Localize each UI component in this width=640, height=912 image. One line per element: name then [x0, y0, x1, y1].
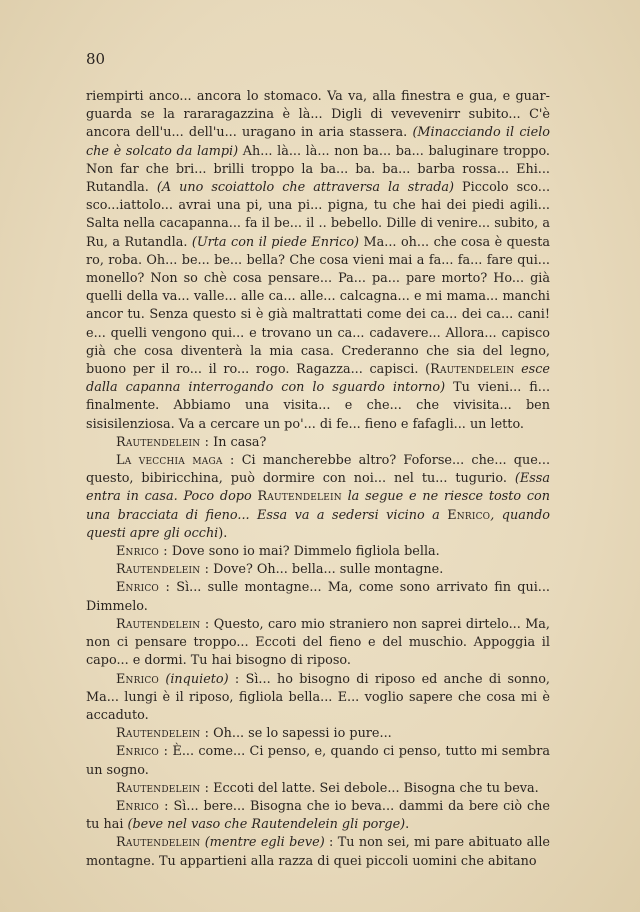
speaker-name: Rautendelein : [116, 780, 210, 796]
monologue-text: riempirti anco... ancora lo stomaco. Va va, alla finestra e gua, e guar-guarda se la rararagazzina è là... Digli di vevevenirr subito... C'è ancora dell'u... dell'u... uragano in aria stassera. [86, 89, 550, 141]
stage-direction: (inquieto) [159, 671, 229, 687]
punctuation: : [228, 671, 240, 687]
line-text: Dove sono io mai? Dimmelo figliola bella. [167, 544, 440, 560]
line-text: Dove? Oh... bella... sulle montagne. [209, 562, 444, 578]
speaker-name: Rautendelein : [116, 434, 210, 450]
line-text: Sì... sulle montagne... Ma, come sono arrivato fin qui... Dimmelo. [86, 580, 550, 614]
line-text: Questo, caro mio straniero non saprei dirtelo... Ma, non ci pensare troppo... Eccoti del fieno e del muschio. Appoggia il capo... e dormi. Tu hai bisogno di riposo. [86, 616, 550, 669]
speaker-name: Enrico : [116, 798, 169, 814]
stage-direction: (Minacciando il cielo che è solcato da lampi) [86, 125, 550, 159]
dialogue-line [86, 543, 550, 561]
body-text [86, 88, 550, 871]
punctuation: . [405, 817, 410, 833]
line-text: Ci mancherebbe altro? Foforse... che... que... questo, bibiricchina, può dormire con noi... nel tu... tugurio. [86, 453, 551, 487]
dialogue-line [86, 798, 550, 834]
dialogue-line [86, 434, 550, 452]
speaker-name: Enrico [116, 671, 160, 687]
dialogue-line [86, 743, 550, 779]
character-name: Rautendelein [430, 362, 515, 378]
page-number: 80 [86, 50, 106, 68]
speaker-name: Rautendelein : [116, 562, 210, 578]
stage-direction: esce dalla capanna interrogando con lo sguardo intorno) [86, 362, 550, 396]
line-text: In casa? [209, 434, 267, 450]
speaker-name: Enrico : [116, 580, 171, 596]
punctuation: : [324, 835, 334, 851]
dialogue-line [86, 616, 550, 671]
dialogue-line [86, 671, 550, 726]
line-text: Tu non sei, mi pare abituato alle montagne. Tu appartieni alla razza di quei piccoli uomini che abitano [86, 835, 550, 869]
dialogue-line [86, 561, 550, 579]
dialogue-line [86, 579, 550, 615]
speaker-name: Rautendelein : [116, 616, 210, 632]
line-text: Sì... ho bisogno di riposo ed anche di sonno, Ma... lungi è il riposo, figliola bella... E... voglio sapere che cosa mi è accaduto. [86, 671, 550, 723]
speaker-name: Enrico : [116, 744, 169, 760]
stage-direction: , quando questi apre gli occhi [86, 507, 550, 541]
monologue-text: Piccolo sco... sco...iattolo... avrai una pi, una pi... pigna, tu che hai dei piedi agili... Salta nella cacapanna... fa il be... il .. bebello. Dille di venire... subito, a Ru, a Rutandla. [86, 180, 551, 250]
dialogue-line [86, 452, 550, 543]
line-text: Sì... bere... Bisogna che io beva... dammi da bere ciò che tu hai [86, 798, 551, 833]
punctuation: ). [218, 525, 228, 541]
dialogue-line [86, 834, 550, 870]
speaker-name: Enrico : [116, 544, 168, 560]
character-name: Enrico [447, 507, 491, 523]
stage-direction: (A uno scoiattolo che attraversa la strada) [156, 180, 455, 196]
monologue-text: Ma... oh... che cosa è questa ro, roba. Oh... be... be... bella? Che cosa vieni mai a fa... fa... fare qui... monello? Non so chè cosa pensare... Pa... pa... pare morto? Ho... già quelli della va... valle... alle ca... alle... calcagna... e mi mama... manchi ancor tu. Senza questo si è già maltrattati come dei ca... dei ca... cani! e... quelli vengono qui... e trovano un ca... cadavere... Allora... capisco già che cosa diventerà la mia casa. Crederanno che sia del legno, buono per il ro... il ro... rogo. Ragazza... capisci. ( [86, 234, 550, 378]
character-name: Rautendelein [257, 489, 342, 505]
speaker-name: Rautendelein : [116, 726, 210, 742]
stage-direction: (beve nel vaso che Rautendelein gli porge) [127, 817, 406, 833]
stage-direction: (Urta con il piede Enrico) [191, 234, 360, 250]
dialogue-line [86, 725, 550, 743]
line-text: Oh... se lo sapessi io pure... [209, 726, 392, 742]
monologue-text: Tu vieni... fi... finalmente. Abbiamo una visita... e che... che vivisita... ben sisisilenziosa. Va a cercare un po'... di fe... fieno e fafagli... un letto. [86, 380, 551, 432]
line-text: È... come... Ci penso, e, quando ci penso, tutto mi sembra un sogno. [86, 744, 550, 778]
stage-direction: (Essa entra in casa. Poco dopo [86, 471, 550, 505]
speaker-name: La vecchia maga : [116, 453, 235, 469]
speaker-name: Rautendelein [116, 835, 201, 851]
opening-monologue [86, 88, 550, 434]
dialogue-line [86, 780, 550, 798]
monologue-text: Ah... là... là... non ba... ba... baluginare troppo. Non far che bri... brilli troppo la ba... ba. ba... barba rossa... Ehi... Rutandla. [86, 143, 550, 196]
line-text: Eccoti del latte. Sei debole... Bisogna che tu beva. [209, 780, 539, 796]
stage-direction: (mentre egli beve) [200, 835, 325, 851]
stage-direction: la segue e ne riesce tosto con una bracciata di fieno... Essa va a sedersi vicino a [86, 489, 550, 523]
